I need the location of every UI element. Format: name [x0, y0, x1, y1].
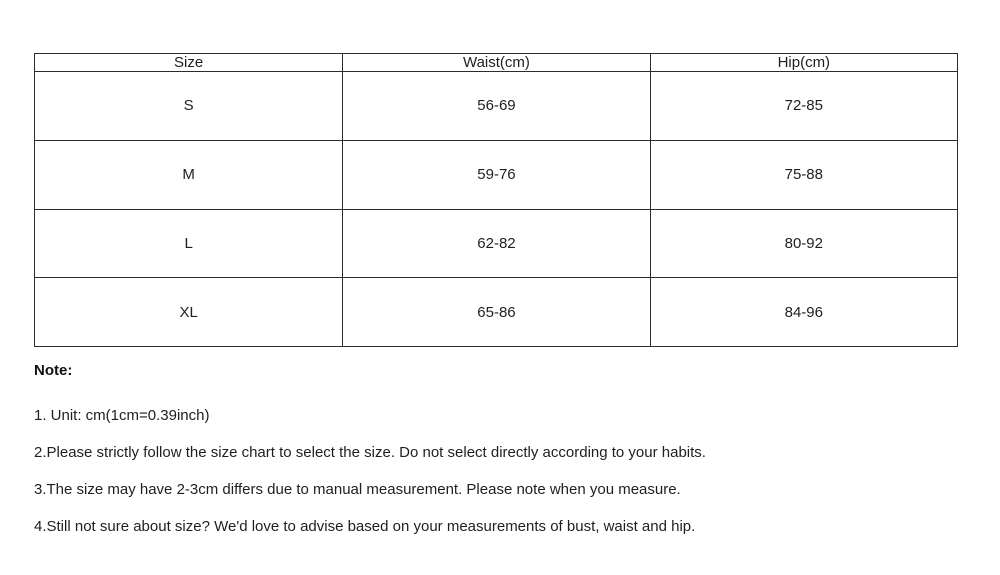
note-item-advise: 4.Still not sure about size? We'd love to advise based on your measurements of bust, waist and hip. — [34, 518, 696, 535]
header-hip: Hip(cm) — [650, 54, 957, 72]
note-item-follow-chart: 2.Please strictly follow the size chart to select the size. Do not select directly according to your habits. — [34, 444, 706, 461]
note-item-measurement: 3.The size may have 2-3cm differs due to manual measurement. Please note when you measure. — [34, 481, 681, 498]
cell-hip-m: 75-88 — [650, 140, 957, 209]
cell-hip-l: 80-92 — [650, 209, 957, 278]
header-size: Size — [35, 54, 343, 72]
cell-waist-m: 59-76 — [343, 140, 650, 209]
size-chart-table — [34, 53, 958, 347]
cell-size-s: S — [35, 72, 343, 141]
cell-hip-xl: 84-96 — [650, 278, 957, 347]
notes-section — [34, 362, 964, 555]
note-title: Note: — [34, 362, 73, 379]
cell-hip-s: 72-85 — [650, 72, 957, 141]
header-waist: Waist(cm) — [343, 54, 650, 72]
table-row-l — [35, 209, 958, 278]
table-row-xl — [35, 278, 958, 347]
cell-waist-xl: 65-86 — [343, 278, 650, 347]
table-row-s — [35, 72, 958, 141]
table-row-m — [35, 140, 958, 209]
cell-size-m: M — [35, 140, 343, 209]
cell-size-l: L — [35, 209, 343, 278]
note-item-unit: 1. Unit: cm(1cm=0.39inch) — [34, 407, 210, 424]
cell-waist-l: 62-82 — [343, 209, 650, 278]
cell-waist-s: 56-69 — [343, 72, 650, 141]
cell-size-xl: XL — [35, 278, 343, 347]
table-header-row — [35, 54, 958, 72]
